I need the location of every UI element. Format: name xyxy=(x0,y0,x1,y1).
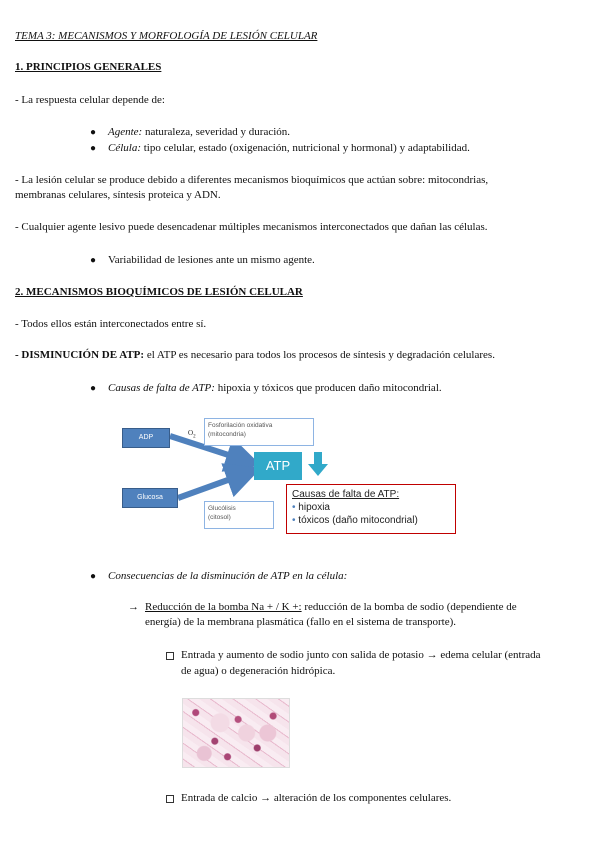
bullet-dot: ● xyxy=(90,383,97,394)
bullet-variabilidad: Variabilidad de lesiones ante un mismo agente. xyxy=(108,254,315,266)
document-title: TEMA 3: MECANISMOS Y MORFOLOGÍA DE LESIÓN CELULAR xyxy=(15,30,318,42)
causas-box-title: Causas de falta de ATP: xyxy=(292,489,400,500)
bullet-dot: ● xyxy=(90,255,97,266)
histology-image xyxy=(182,698,290,768)
reduccion-text-line1: reducción de la bomba de sodio (dependiente de xyxy=(304,601,517,613)
section1-heading: 1. PRINCIPIOS GENERALES xyxy=(15,61,162,73)
o2-subscript: 2 xyxy=(193,434,196,440)
paragraph-lesion-line2: membranas celulares, síntesis proteica y ADN. xyxy=(15,189,221,201)
fosforilacion-box xyxy=(204,418,314,446)
bullet-celula-label: Célula: xyxy=(108,142,141,154)
bullet-celula xyxy=(108,142,470,154)
arrow-right-icon: → xyxy=(128,601,139,613)
causa-toxicos-text: tóxicos (daño mitocondrial) xyxy=(298,515,418,526)
atp-diagram xyxy=(118,412,458,540)
paragraph-lesion-line1: - La lesión celular se produce debido a diferentes mecanismos bioquímicos que actúan sobre: mitocondrias, xyxy=(15,174,489,186)
sodio-line2: de agua) o degeneración hidrópica. xyxy=(181,665,336,677)
causa-hipoxia-text: hipoxia xyxy=(298,502,330,513)
down-arrow-icon xyxy=(308,452,328,476)
causa-toxicos xyxy=(292,514,450,527)
glucolisis-line1: Glucólisis xyxy=(208,505,236,512)
glucosa-box: Glucosa xyxy=(122,488,178,508)
bullet-agente-label: Agente: xyxy=(108,126,143,138)
reduccion-label: Reducción de la bomba Na + / K +: xyxy=(145,601,302,613)
checkbox-icon xyxy=(166,795,174,803)
glucolisis-line2: (citosol) xyxy=(208,514,231,521)
bullet-causas xyxy=(108,382,442,394)
reduccion-line2: energía) de la membrana plasmática (fallo en el sistema de transporte). xyxy=(145,616,457,628)
causas-text: hipoxia y tóxicos que producen daño mitocondrial. xyxy=(217,382,442,394)
paragraph-agente-lesivo: - Cualquier agente lesivo puede desencadenar múltiples mecanismos interconectados que dañan las células. xyxy=(15,221,488,233)
section2-intro: - Todos ellos están interconectados entre sí. xyxy=(15,318,207,330)
sodio-line1: Entrada y aumento de sodio junto con salida de potasio → edema celular (entrada xyxy=(181,649,541,661)
bullet-agente xyxy=(108,126,290,138)
bullet-dot: ● xyxy=(90,571,97,582)
bullet-dot-icon: • xyxy=(292,515,296,526)
atp-box: ATP xyxy=(254,452,302,480)
bullet-celula-text: tipo celular, estado (oxigenación, nutricional y hormonal) y adaptabilidad. xyxy=(143,142,470,154)
bullet-agente-text: naturaleza, severidad y duración. xyxy=(144,126,291,138)
fosforilacion-line1: Fosforilación oxidativa xyxy=(208,422,273,429)
bullet-dot: ● xyxy=(90,127,97,138)
causa-hipoxia xyxy=(292,501,450,514)
bullet-dot: ● xyxy=(90,143,97,154)
causas-box xyxy=(286,484,456,534)
atp-prefix: - xyxy=(15,349,22,361)
o2-label xyxy=(188,429,196,439)
o2-text: O xyxy=(188,429,194,437)
adp-box: ADP xyxy=(122,428,170,448)
causas-label: Causas de falta de ATP: xyxy=(108,382,215,394)
reduccion-line1 xyxy=(145,601,517,613)
glucosa-to-atp-arrow xyxy=(178,472,250,498)
paragraph-disminucion-atp xyxy=(15,349,495,361)
bullet-dot-icon: • xyxy=(292,502,296,513)
checkbox-icon xyxy=(166,652,174,660)
section2-heading: 2. MECANISMOS BIOQUÍMICOS DE LESIÓN CELULAR xyxy=(15,286,303,298)
section1-intro: - La respuesta celular depende de: xyxy=(15,94,165,106)
calcio-line: Entrada de calcio → alteración de los componentes celulares. xyxy=(181,792,452,804)
glucolisis-box xyxy=(204,501,274,529)
fosforilacion-line2: (mitocondria) xyxy=(208,431,246,438)
atp-label: DISMINUCIÓN DE ATP: xyxy=(21,349,145,361)
bullet-consecuencias: Consecuencias de la disminución de ATP en la célula: xyxy=(108,570,348,582)
atp-text: el ATP es necesario para todos los procesos de síntesis y degradación celulares. xyxy=(146,349,495,361)
